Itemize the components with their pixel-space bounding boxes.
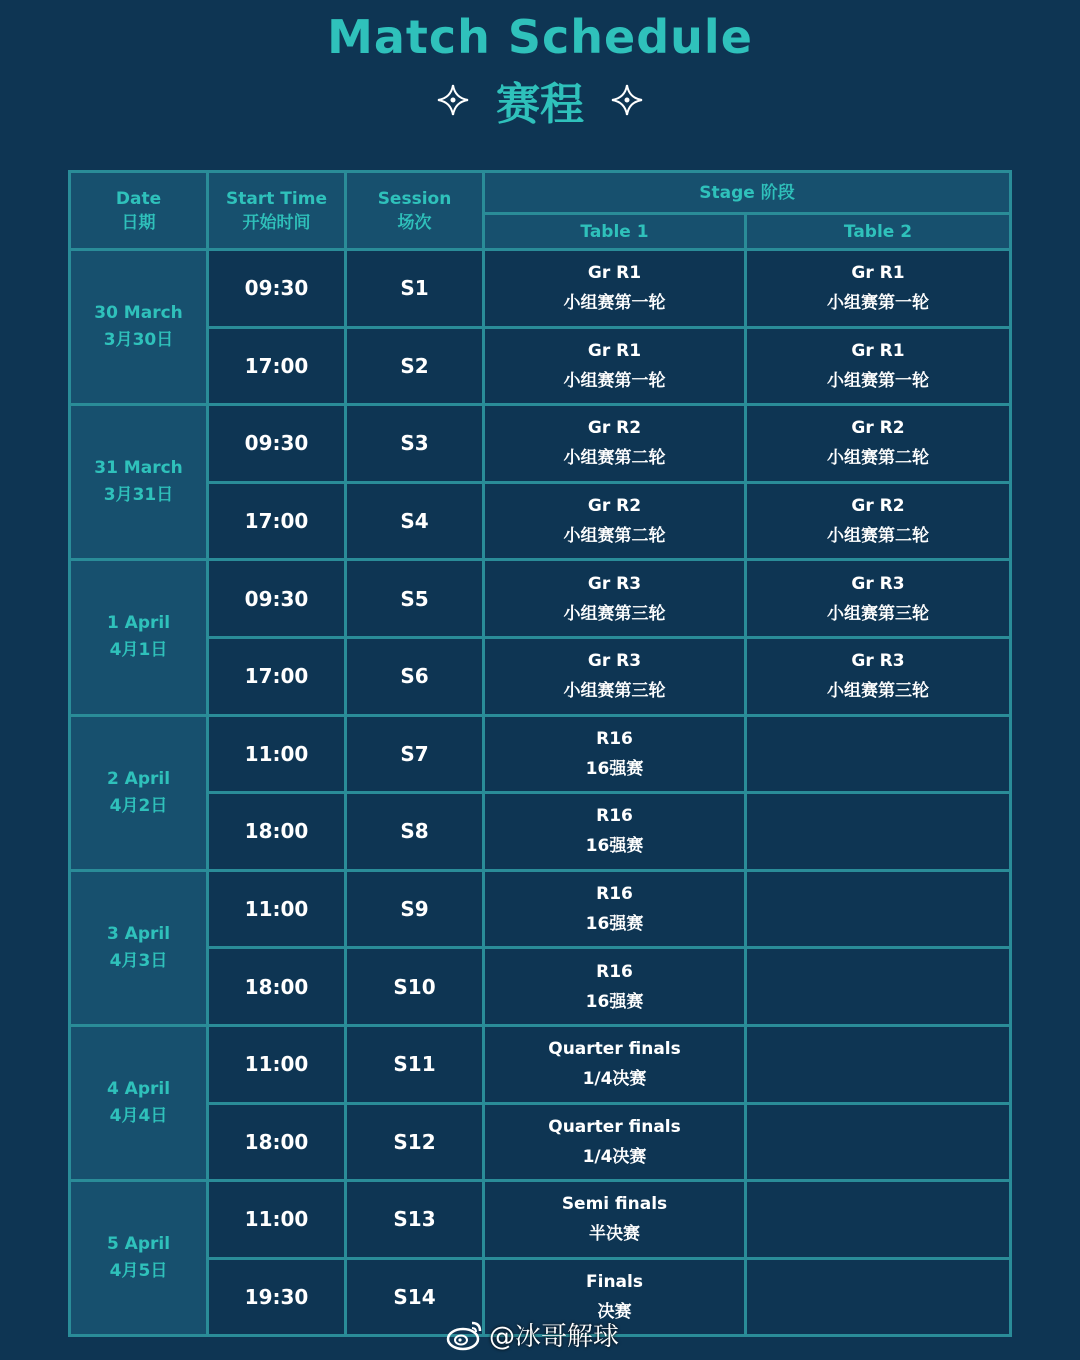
stage-en: R16 bbox=[596, 728, 633, 749]
session-cell: S7 bbox=[346, 715, 484, 793]
table-2-stage-cell bbox=[746, 793, 1011, 871]
table-row bbox=[70, 405, 1011, 483]
table-2-stage-cell bbox=[746, 482, 1011, 560]
start-time-cell: 11:00 bbox=[208, 870, 346, 948]
stage-cn: 16强赛 bbox=[585, 836, 644, 857]
date-en: 4 April bbox=[106, 1079, 171, 1100]
stage-cn: 16强赛 bbox=[585, 991, 644, 1012]
page-title: Match Schedule bbox=[327, 10, 753, 64]
date-cell bbox=[70, 250, 208, 405]
start-time-cell: 18:00 bbox=[208, 948, 346, 1026]
table-1-stage-cell bbox=[484, 250, 746, 328]
date-cell bbox=[70, 405, 208, 560]
table-1-stage-cell bbox=[484, 560, 746, 638]
stage-en: Semi finals bbox=[561, 1194, 668, 1215]
date-en: 5 April bbox=[106, 1234, 171, 1255]
table-2-stage-cell bbox=[746, 1103, 1011, 1181]
session-cell: S6 bbox=[346, 637, 484, 715]
stage-cn: 决赛 bbox=[597, 1302, 632, 1323]
subtitle-row bbox=[0, 70, 1080, 130]
date-cn: 3月31日 bbox=[103, 485, 174, 506]
date-cn: 4月2日 bbox=[109, 795, 168, 816]
table-2-stage-cell bbox=[746, 1181, 1011, 1259]
stage-en: R16 bbox=[596, 961, 633, 982]
stage-cn: 16强赛 bbox=[585, 758, 644, 779]
date-cell bbox=[70, 1181, 208, 1336]
table-row bbox=[70, 1181, 1011, 1259]
stage-en: Gr R2 bbox=[851, 418, 905, 439]
table-1-stage-cell bbox=[484, 793, 746, 871]
session-cell: S10 bbox=[346, 948, 484, 1026]
date-cn: 4月4日 bbox=[109, 1106, 168, 1127]
schedule-body bbox=[70, 250, 1011, 1336]
stage-cn: 小组赛第三轮 bbox=[563, 681, 666, 702]
table-1-stage-cell bbox=[484, 948, 746, 1026]
session-cell: S1 bbox=[346, 250, 484, 328]
stage-en: Gr R3 bbox=[587, 651, 642, 672]
table-1-stage-cell bbox=[484, 405, 746, 483]
left-ornament-icon bbox=[436, 83, 470, 117]
stage-cn: 1/4决赛 bbox=[582, 1069, 647, 1090]
table-row bbox=[70, 637, 1011, 715]
table-row bbox=[70, 1025, 1011, 1103]
stage-en: R16 bbox=[596, 884, 633, 905]
session-cell: S12 bbox=[346, 1103, 484, 1181]
start-time-cell: 17:00 bbox=[208, 327, 346, 405]
start-time-cell: 18:00 bbox=[208, 793, 346, 871]
table-row bbox=[70, 1103, 1011, 1181]
date-en: 2 April bbox=[106, 768, 171, 789]
session-cell: S2 bbox=[346, 327, 484, 405]
table-2-stage-cell bbox=[746, 637, 1011, 715]
table-2-stage-cell bbox=[746, 405, 1011, 483]
header-time-en: Start Time bbox=[226, 188, 327, 209]
start-time-cell: 09:30 bbox=[208, 250, 346, 328]
session-cell: S13 bbox=[346, 1181, 484, 1259]
header-date-en: Date bbox=[115, 188, 162, 209]
session-cell: S14 bbox=[346, 1258, 484, 1336]
stage-en: Gr R2 bbox=[587, 418, 642, 439]
header-table-1: Table 1 bbox=[484, 214, 746, 250]
stage-en: Gr R2 bbox=[851, 496, 905, 517]
header-table-2: Table 2 bbox=[746, 214, 1011, 250]
start-time-cell: 17:00 bbox=[208, 482, 346, 560]
watermark-text: @冰哥解球 bbox=[489, 1322, 620, 1352]
table-2-stage-cell bbox=[746, 1258, 1011, 1336]
date-cell bbox=[70, 560, 208, 715]
stage-cn: 小组赛第三轮 bbox=[827, 681, 929, 702]
date-cell bbox=[70, 715, 208, 870]
table-row bbox=[70, 560, 1011, 638]
stage-en: Gr R3 bbox=[851, 651, 905, 672]
stage-cn: 小组赛第三轮 bbox=[827, 603, 929, 624]
start-time-cell: 09:30 bbox=[208, 405, 346, 483]
stage-en: Gr R1 bbox=[587, 340, 642, 361]
stage-cn: 小组赛第二轮 bbox=[563, 526, 666, 547]
table-1-stage-cell bbox=[484, 637, 746, 715]
table-2-stage-cell bbox=[746, 1025, 1011, 1103]
stage-en: Gr R2 bbox=[587, 496, 642, 517]
header-session-en: Session bbox=[377, 188, 452, 209]
start-time-cell: 11:00 bbox=[208, 1025, 346, 1103]
stage-en: Gr R1 bbox=[851, 263, 905, 284]
table-2-stage-cell bbox=[746, 560, 1011, 638]
date-en: 30 March bbox=[94, 303, 183, 324]
date-cn: 4月1日 bbox=[109, 640, 168, 661]
table-row bbox=[70, 482, 1011, 560]
page-subtitle: 赛程 bbox=[496, 79, 584, 130]
table-1-stage-cell bbox=[484, 1181, 746, 1259]
stage-en: Gr R3 bbox=[851, 573, 905, 594]
table-1-stage-cell bbox=[484, 1025, 746, 1103]
table-row bbox=[70, 715, 1011, 793]
schedule-table bbox=[68, 170, 1012, 1337]
table-row bbox=[70, 327, 1011, 405]
date-cell bbox=[70, 870, 208, 1025]
table-1-stage-cell bbox=[484, 870, 746, 948]
date-cell bbox=[70, 1025, 208, 1180]
session-cell: S9 bbox=[346, 870, 484, 948]
stage-en: Gr R3 bbox=[587, 573, 642, 594]
header-time-cn: 开始时间 bbox=[242, 212, 311, 233]
header-start-time bbox=[208, 172, 346, 250]
table-2-stage-cell bbox=[746, 870, 1011, 948]
table-1-stage-cell bbox=[484, 327, 746, 405]
table-row bbox=[70, 250, 1011, 328]
session-cell: S8 bbox=[346, 793, 484, 871]
stage-cn: 小组赛第二轮 bbox=[827, 526, 929, 547]
stage-cn: 小组赛第二轮 bbox=[563, 448, 666, 469]
stage-en: Gr R1 bbox=[851, 340, 905, 361]
start-time-cell: 19:30 bbox=[208, 1258, 346, 1336]
date-cn: 3月30日 bbox=[103, 330, 174, 351]
start-time-cell: 17:00 bbox=[208, 637, 346, 715]
stage-en: R16 bbox=[596, 806, 633, 827]
table-1-stage-cell bbox=[484, 1103, 746, 1181]
stage-cn: 小组赛第一轮 bbox=[827, 293, 929, 314]
header-date-cn: 日期 bbox=[121, 212, 156, 233]
session-cell: S4 bbox=[346, 482, 484, 560]
session-cell: S3 bbox=[346, 405, 484, 483]
stage-en: Gr R1 bbox=[587, 263, 642, 284]
date-en: 3 April bbox=[106, 923, 171, 944]
watermark bbox=[445, 1316, 619, 1353]
stage-cn: 小组赛第一轮 bbox=[563, 293, 666, 314]
start-time-cell: 11:00 bbox=[208, 715, 346, 793]
table-1-stage-cell bbox=[484, 715, 746, 793]
stage-cn: 1/4决赛 bbox=[582, 1146, 647, 1167]
stage-en: Quarter finals bbox=[548, 1116, 681, 1137]
stage-en: Quarter finals bbox=[548, 1039, 681, 1060]
header-session bbox=[346, 172, 484, 250]
start-time-cell: 18:00 bbox=[208, 1103, 346, 1181]
date-en: 31 March bbox=[94, 458, 183, 479]
table-row bbox=[70, 793, 1011, 871]
start-time-cell: 11:00 bbox=[208, 1181, 346, 1259]
table-2-stage-cell bbox=[746, 250, 1011, 328]
right-ornament-icon bbox=[610, 83, 644, 117]
stage-cn: 小组赛第二轮 bbox=[827, 448, 929, 469]
stage-cn: 小组赛第一轮 bbox=[827, 370, 929, 391]
table-2-stage-cell bbox=[746, 948, 1011, 1026]
session-cell: S11 bbox=[346, 1025, 484, 1103]
header-date bbox=[70, 172, 208, 250]
table-row bbox=[70, 948, 1011, 1026]
weibo-logo-icon bbox=[445, 1318, 485, 1352]
table-row bbox=[70, 870, 1011, 948]
date-cn: 4月3日 bbox=[109, 950, 168, 971]
table-2-stage-cell bbox=[746, 715, 1011, 793]
stage-cn: 半决赛 bbox=[589, 1224, 640, 1245]
header-stage: Stage 阶段 bbox=[484, 172, 1011, 214]
stage-cn: 16强赛 bbox=[585, 914, 644, 935]
start-time-cell: 09:30 bbox=[208, 560, 346, 638]
date-en: 1 April bbox=[106, 613, 171, 634]
date-cn: 4月5日 bbox=[109, 1261, 168, 1282]
stage-cn: 小组赛第一轮 bbox=[563, 370, 666, 391]
table-1-stage-cell bbox=[484, 482, 746, 560]
header-session-cn: 场次 bbox=[397, 212, 432, 233]
table-2-stage-cell bbox=[746, 327, 1011, 405]
session-cell: S5 bbox=[346, 560, 484, 638]
stage-en: Finals bbox=[586, 1272, 643, 1293]
stage-cn: 小组赛第三轮 bbox=[563, 603, 666, 624]
